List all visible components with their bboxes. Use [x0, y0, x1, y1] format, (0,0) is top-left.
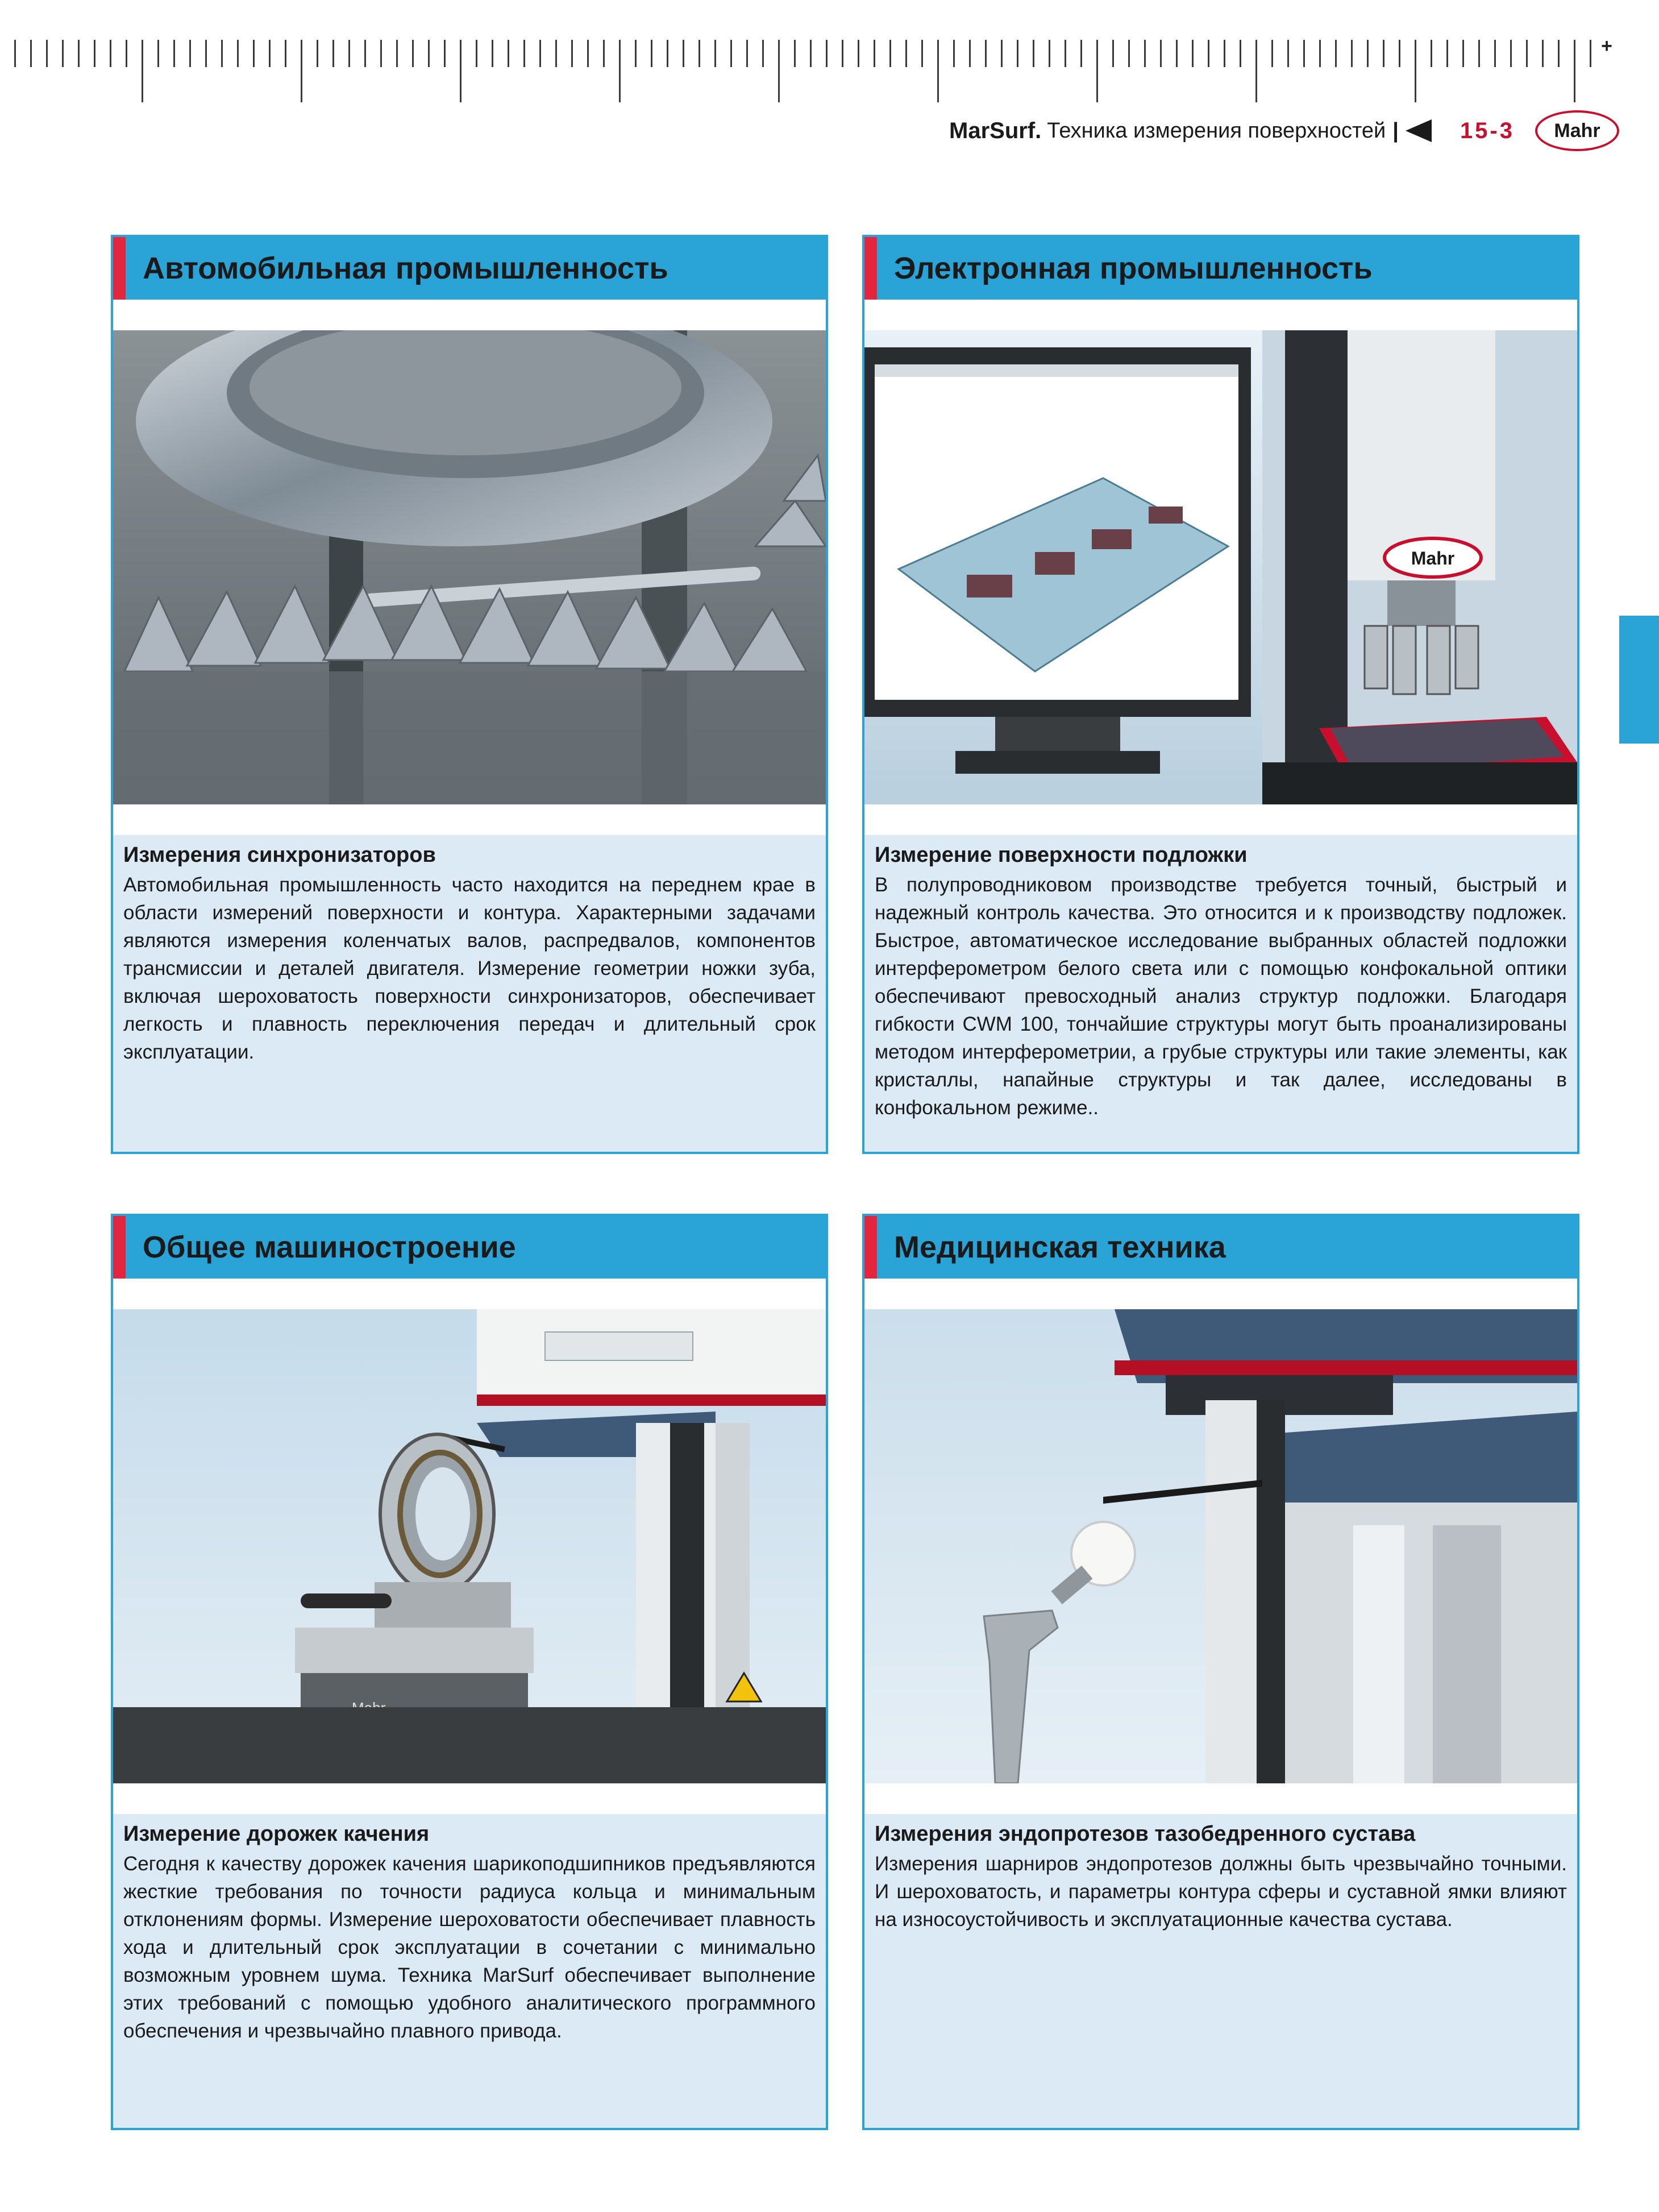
panel-heading: Измерение поверхности подложки	[875, 843, 1248, 867]
ruler-tick	[269, 40, 271, 67]
ruler-tick	[1542, 40, 1544, 67]
ruler-tick	[1399, 40, 1400, 67]
ruler-tick	[126, 40, 127, 67]
photo-bearing-measurement	[113, 1309, 826, 1783]
ruler-tick	[396, 40, 398, 67]
page-number: 15-3	[1460, 118, 1515, 143]
ruler-tick	[110, 40, 111, 67]
ruler-tick	[523, 40, 525, 67]
ruler-tick	[937, 40, 939, 102]
ruler-tick	[1558, 40, 1560, 67]
ruler-tick	[332, 40, 334, 67]
panel-medical-technology	[862, 1214, 1579, 2130]
ruler-tick	[142, 40, 143, 102]
ruler-tick	[173, 40, 175, 67]
panel-title-bar	[113, 1216, 826, 1279]
ruler-tick	[1017, 40, 1018, 67]
ruler-tick	[826, 40, 828, 67]
ruler-tick	[46, 40, 48, 67]
panel-heading: Измерение дорожек качения	[123, 1822, 430, 1846]
ruler-tick	[14, 40, 16, 67]
ruler-tick	[953, 40, 955, 67]
ruler-tick	[1065, 40, 1066, 67]
arrow-left-icon	[1406, 119, 1432, 142]
panel-text: Автомобильная промышленность часто находится на переднем крае в области измерений поверхности и контура. Характерными задачами являются измерения коленчатых валов, распредвалов, компонентов трансмиссии и деталей двигателя. Измерение геометрии ножки зуба, включая шероховатость поверхности синхронизаторов, обеспечивает легкость и плавность переключения передач и длительный срок эксплуатации.	[123, 874, 816, 1063]
ruler-tick	[1335, 40, 1337, 67]
ruler-tick	[492, 40, 493, 67]
ruler-tick	[460, 40, 461, 102]
ruler-tick	[1049, 40, 1050, 67]
ruler-tick	[1271, 40, 1273, 67]
ruler-tick	[1208, 40, 1209, 67]
ruler-tick	[1176, 40, 1178, 67]
ruler-tick	[1494, 40, 1496, 67]
ruler-tick	[635, 40, 637, 67]
header-separator: |	[1392, 118, 1399, 143]
ruler-tick	[730, 40, 732, 67]
ruler-tick	[1526, 40, 1528, 67]
ruler-tick	[1112, 40, 1114, 67]
ruler-tick	[476, 40, 477, 67]
ruler-tick	[587, 40, 589, 67]
panel-text: Измерения шарниров эндопротезов должны быть чрезвычайно точными. И шероховатость, и параметры контура сферы и суставной ямки влияют на износоустойчивость и эксплуатационные качества сустава.	[875, 1853, 1567, 1931]
panel-heading: Измерения синхронизаторов	[123, 843, 436, 867]
ruler-tick	[1367, 40, 1369, 67]
ruler-tick	[969, 40, 971, 67]
photo-synchronizer	[113, 330, 826, 804]
ruler-tick	[62, 40, 64, 67]
ruler-tick	[858, 40, 859, 67]
ruler-tick	[746, 40, 748, 67]
panel-title-bar	[113, 237, 826, 300]
ruler-tick	[348, 40, 350, 67]
photo-hip-implant-measurement	[864, 1309, 1577, 1783]
ruler-tick	[364, 40, 366, 67]
crop-mark-plus: +	[1601, 35, 1612, 57]
panel-mechanical-engineering	[111, 1214, 828, 2130]
ruler-tick	[905, 40, 907, 67]
panel-text: В полупроводниковом производстве требуется точный, быстрый и надежный контроль качества. Это относится и к производству подложек. Быстрое, автоматическое исследование выбранных областей подложки интерферометром белого света или с помощью конфокальной оптики обеспечивают превосходный анализ структур подложки. Благодаря гибкости CWM 100, тончайшие структуры могут быть проанализированы методом интерферометрии, а грубые структуры или такие элементы, как кристаллы, напайные структуры и так далее, исследованы в конфокальном режиме..	[875, 874, 1567, 1119]
ruler-tick	[1001, 40, 1003, 67]
ruler-tick	[30, 40, 32, 67]
ruler-tick	[667, 40, 668, 67]
machine-logo: Mahr	[1411, 548, 1455, 568]
ruler-tick	[1478, 40, 1480, 67]
ruler-tick	[1462, 40, 1464, 67]
ruler-tick	[317, 40, 318, 67]
ruler-tick	[603, 40, 605, 67]
ruler-tick	[205, 40, 207, 67]
ruler-tick	[619, 40, 621, 102]
ruler-tick	[412, 40, 414, 67]
ruler-tick	[1574, 40, 1575, 102]
panel-heading: Измерения эндопротезов тазобедренного сустава	[875, 1822, 1416, 1846]
ruler-tick	[842, 40, 843, 67]
panel-text: Сегодня к качеству дорожек качения шарикоподшипников предъявляются жесткие требования по точности радиуса кольца и минимальным отклонениям формы. Измерение шероховатости обеспечивает плавность хода и длительный срок эксплуатации в сочетании с минимально возможным уровнем шума. Техника MarSurf обеспечивает выполнение этих требований с помощью удобного аналитического программного обеспечения и чрезвычайно плавного привода.	[123, 1853, 816, 2042]
ruler-tick	[1287, 40, 1289, 67]
ruler-tick	[1128, 40, 1130, 67]
ruler-tick	[1319, 40, 1321, 67]
ruler-tick	[921, 40, 923, 67]
ruler-tick	[1590, 40, 1591, 67]
ruler-tick	[428, 40, 430, 67]
ruler-tick	[651, 40, 652, 67]
ruler-tick	[380, 40, 382, 67]
ruler-tick	[301, 40, 302, 102]
ruler-tick	[571, 40, 573, 67]
ruler-tick	[1255, 40, 1257, 102]
ruler-tick	[874, 40, 875, 67]
ruler-tick	[253, 40, 255, 67]
ruler-tick	[78, 40, 80, 67]
ruler-tick	[555, 40, 557, 67]
ruler-tick	[157, 40, 159, 67]
header-subtitle: Техника измерения поверхностей	[1047, 118, 1386, 143]
photo-wafer-measurement	[864, 330, 1577, 804]
ruler-tick	[1144, 40, 1146, 67]
page-header	[949, 108, 1619, 153]
panel-title: Автомобильная промышленность	[143, 251, 668, 285]
panel-title-bar	[864, 237, 1577, 300]
ruler-tick	[1383, 40, 1384, 67]
ruler-tick	[1192, 40, 1194, 67]
ruler-tick	[1303, 40, 1305, 67]
panel-title: Электронная промышленность	[894, 251, 1373, 285]
ruler-tick	[794, 40, 796, 67]
ruler-tick	[1510, 40, 1512, 67]
ruler-tick	[889, 40, 891, 67]
ruler-tick	[237, 40, 239, 67]
chapter-side-tab	[1619, 616, 1659, 744]
ruler-tick	[985, 40, 987, 67]
mahr-logo: Mahr	[1535, 110, 1619, 151]
ruler-tick	[539, 40, 541, 67]
ruler-tick	[1351, 40, 1353, 67]
brand-name: MarSurf.	[949, 118, 1042, 143]
ruler-tick	[810, 40, 812, 67]
ruler-tick	[94, 40, 95, 67]
ruler-tick	[1446, 40, 1448, 67]
ruler-tick	[1240, 40, 1241, 67]
ruler-tick	[762, 40, 764, 67]
ruler-tick	[1160, 40, 1162, 67]
panel-electronics	[862, 235, 1579, 1154]
panel-automotive	[111, 235, 828, 1154]
ruler-tick	[508, 40, 509, 67]
ruler-tick	[778, 40, 780, 102]
ruler-tick	[698, 40, 700, 67]
panel-title: Общее машиностроение	[143, 1230, 516, 1264]
ruler-tick	[189, 40, 191, 67]
ruler-tick	[1033, 40, 1034, 67]
ruler-tick	[285, 40, 286, 67]
ruler-tick	[1415, 40, 1416, 102]
ruler-tick	[714, 40, 716, 67]
ruler-tick	[1080, 40, 1082, 67]
panel-title-bar	[864, 1216, 1577, 1279]
ruler-tick	[1224, 40, 1225, 67]
ruler-tick	[683, 40, 684, 67]
page-ruler	[14, 34, 1606, 102]
ruler-tick	[1096, 40, 1098, 102]
ruler-tick	[221, 40, 223, 67]
ruler-tick	[1431, 40, 1432, 67]
panel-title: Медицинская техника	[894, 1230, 1226, 1264]
ruler-tick	[444, 40, 446, 67]
